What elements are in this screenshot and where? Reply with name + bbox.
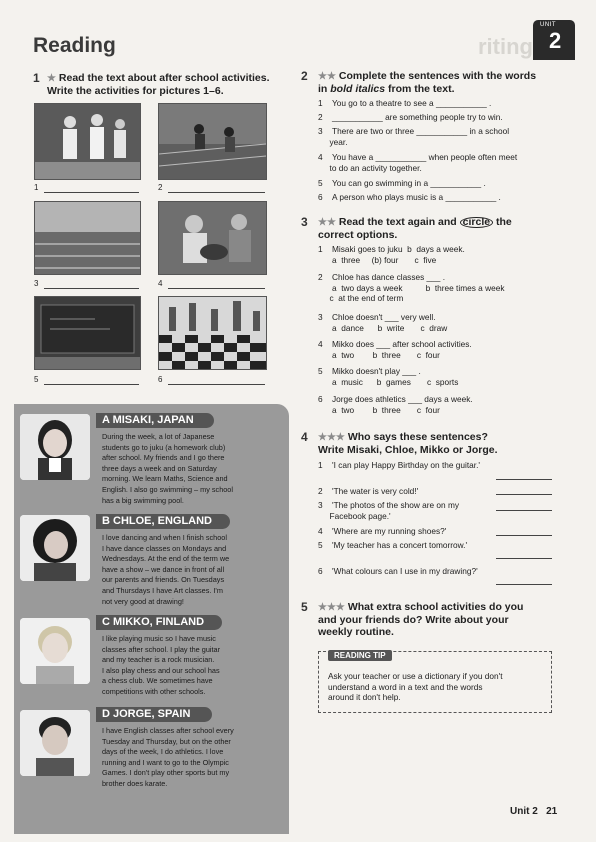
ex4-answer-2[interactable] [496, 494, 552, 495]
persona-text-jorge: I have English classes after school every Tuesday and Thursday, but on the other days of the week, I do athletics. I love running and I want to go to the Olympic Games. I don't play other sports but my brother does karate. [102, 726, 234, 788]
ex3-heading [318, 216, 512, 241]
ex4-item-4 [318, 526, 446, 537]
boy-portrait-icon [20, 710, 90, 776]
ex3-item-num: 2 [318, 272, 323, 282]
ex2-item-3[interactable] [318, 126, 509, 147]
ex2-item-text: You can go swimming in a ___________ . [332, 178, 486, 188]
ex5-heading [318, 601, 523, 638]
photo-5-classroom [34, 296, 141, 370]
ex4-item-text: 'My teacher has a concert tomorrow.' [332, 540, 468, 550]
ex4-item-num: 6 [318, 566, 323, 576]
ghost-title: riting [478, 34, 533, 59]
ex2-item-text: ___________ are something people try to win. [332, 112, 503, 122]
karate-figures-icon [35, 104, 140, 179]
chessboard-icon [159, 297, 266, 369]
ex2-line2b: bold italics [330, 83, 386, 95]
guitar-lesson-icon [159, 202, 266, 274]
ex3-item-num: 1 [318, 244, 323, 254]
ex4-item-6 [318, 566, 478, 577]
pic-number-3: 3 [34, 279, 39, 288]
pic-number-5: 5 [34, 375, 39, 384]
ex1-line1: Read the text about after school activities. [58, 72, 270, 84]
ex4-item-1 [318, 460, 480, 471]
answer-line-1[interactable] [44, 192, 139, 193]
ex4-item-text: 'I can play Happy Birthday on the guitar.' [332, 460, 480, 470]
ex2-item-num: 1 [318, 98, 323, 108]
ex3-item-q: Mikko does ___ after school activities. [332, 339, 472, 349]
ex4-item-text: 'What colours can I use in my drawing?' [332, 566, 478, 576]
ex2-item-6[interactable] [318, 192, 501, 203]
ex3-item-num: 3 [318, 312, 323, 322]
ex4-answer-1[interactable] [496, 479, 552, 480]
ex3-line2: correct options. [318, 229, 398, 241]
ex5-line3: weekly routine. [318, 626, 394, 638]
ex4-item-num: 1 [318, 460, 323, 470]
ex4-line1: Who says these sentences? [347, 431, 488, 443]
boy-portrait-icon [20, 618, 90, 684]
ex3-item-q: Mikko doesn't play ___ . [332, 366, 421, 376]
ex3-line1b: the [493, 216, 512, 228]
persona-banner-mikko: C MIKKO, FINLAND [96, 615, 222, 630]
ex2-item-text: There are two or three ___________ in a school year. [329, 126, 510, 147]
ex2-item-2[interactable] [318, 112, 503, 123]
ex4-item-num: 5 [318, 540, 323, 550]
persona-text-chloe: I love dancing and when I finish school I have dance classes on Mondays and Wednesdays. At the end of the term we have a show – we dance in front of all our parents and friends. On Tuesdays and Thursdays I have Art classes. I'm not very good at drawing! [102, 533, 230, 606]
ex3-item-4[interactable] [318, 339, 472, 360]
ex4-answer-3[interactable] [496, 510, 552, 511]
runners-icon [159, 104, 266, 179]
ex4-stars: ★★★ [318, 432, 345, 443]
ex1-number: 1 [33, 71, 40, 85]
ex3-stars: ★★ [318, 217, 336, 228]
ex1-heading [47, 72, 270, 97]
ex4-answer-5[interactable] [496, 558, 552, 559]
ex2-item-num: 6 [318, 192, 323, 202]
photo-1-karate [34, 103, 141, 180]
unit-badge-number: 2 [549, 28, 562, 53]
ex2-number: 2 [301, 69, 308, 83]
ex3-item-opts: a two b three c four [332, 404, 440, 415]
ex3-line1a: Read the text again and [338, 216, 460, 228]
persona-text-mikko: I like playing music so I have music classes after school. I play the guitar and my teacher is a rock musician. I also play chess and our school has a chess club. We sometimes have competitions with other schools. [102, 634, 221, 696]
ex5-line1: What extra school activities do you [347, 601, 524, 613]
pic-number-4: 4 [158, 279, 163, 288]
ex2-item-num: 5 [318, 178, 323, 188]
page-title: Reading [33, 34, 116, 57]
ex2-line2c: from the text. [385, 83, 455, 95]
ex4-item-text: 'The photos of the show are on my Facebook page.' [329, 500, 460, 521]
ex2-item-num: 2 [318, 112, 323, 122]
unit-badge-label: UNIT [540, 22, 556, 28]
ex3-item-opts: a music b games c sports [332, 376, 459, 387]
circle-word: circle [460, 217, 493, 228]
reading-tip-label: READING TIP [328, 650, 392, 661]
ex4-item-num: 2 [318, 486, 323, 496]
pic-number-2: 2 [158, 183, 163, 192]
unit-badge [533, 20, 575, 60]
swimming-pool-icon [35, 202, 140, 274]
ex4-item-text: 'Where are my running shoes?' [332, 526, 447, 536]
photo-2-athletics [158, 103, 267, 180]
ex4-number: 4 [301, 430, 308, 444]
blackboard-icon [35, 297, 140, 369]
ex3-item-5[interactable] [318, 366, 458, 387]
misaki-photo [20, 414, 90, 480]
ex3-item-3[interactable] [318, 312, 447, 333]
ex2-item-text: You go to a theatre to see a ___________ . [332, 98, 492, 108]
ex4-answer-4[interactable] [496, 535, 552, 536]
persona-banner-misaki: A MISAKI, JAPAN [96, 413, 214, 428]
ex4-item-3 [318, 500, 459, 521]
ex3-item-num: 6 [318, 394, 323, 404]
answer-line-3[interactable] [44, 288, 139, 289]
persona-text-misaki: During the week, a lot of Japanese students go to juku (a homework club) after school. My friends and I go there three days a week and on Saturday morning. We learn Maths, Science and English. I also go swimming – my school has a big swimming pool. [102, 432, 233, 505]
answer-line-5[interactable] [44, 384, 139, 385]
answer-line-4[interactable] [168, 288, 265, 289]
ex2-line1: Complete the sentences with the words [338, 70, 537, 82]
ex3-item-opts: a three (b) four c five [332, 254, 437, 265]
ex4-answer-6[interactable] [496, 584, 552, 585]
ex4-line2: Write Misaki, Chloe, Mikko or Jorge. [318, 444, 498, 456]
ex2-item-4[interactable] [318, 152, 517, 173]
ex1-stars: ★ [47, 73, 56, 84]
answer-line-2[interactable] [168, 192, 265, 193]
footer-page-number: 21 [546, 806, 558, 817]
ex3-item-1[interactable] [318, 244, 465, 265]
ex3-item-num: 4 [318, 339, 323, 349]
jorge-photo [20, 710, 90, 776]
reading-tip-text: Ask your teacher or use a dictionary if you don't understand a word in a text and the words around it don't help. [328, 671, 503, 702]
ex2-stars: ★★ [318, 71, 336, 82]
ex2-line2a: in [318, 83, 331, 95]
ex4-item-text: 'The water is very cold!' [332, 486, 419, 496]
photo-3-swimming [34, 201, 141, 275]
ex3-item-opts: a two b three c four [332, 349, 440, 360]
ex2-item-num: 3 [318, 126, 323, 136]
page-footer [510, 806, 557, 817]
ex3-item-q: Jorge does athletics ___ days a week. [332, 394, 473, 404]
ex5-number: 5 [301, 600, 308, 614]
ex4-item-5 [318, 540, 467, 551]
persona-banner-chloe: B CHLOE, ENGLAND [96, 514, 230, 529]
ex3-item-q: Chloe doesn't ___ very well. [332, 312, 436, 322]
ex2-item-1[interactable] [318, 98, 491, 109]
girl-portrait-icon [20, 515, 90, 581]
ex2-item-5[interactable] [318, 178, 486, 189]
ex3-item-opts: a two days a week b three times a week c at the end of term [329, 282, 505, 303]
footer-unit: Unit 2 [510, 806, 538, 817]
ex3-item-num: 5 [318, 366, 323, 376]
ex4-item-num: 4 [318, 526, 323, 536]
persona-banner-jorge: D JORGE, SPAIN [96, 707, 212, 722]
ex3-item-6[interactable] [318, 394, 473, 415]
pic-number-6: 6 [158, 375, 163, 384]
answer-line-6[interactable] [168, 384, 265, 385]
photo-6-chess [158, 296, 267, 370]
ex3-item-q: Chloe has dance classes ___ . [332, 272, 446, 282]
mikko-photo [20, 618, 90, 684]
ex2-item-num: 4 [318, 152, 323, 162]
ex4-heading [318, 431, 498, 456]
ex3-number: 3 [301, 215, 308, 229]
ex4-item-2 [318, 486, 418, 497]
pic-number-1: 1 [34, 183, 39, 192]
ex5-stars: ★★★ [318, 602, 345, 613]
ex3-item-opts: a dance b write c draw [332, 322, 448, 333]
ex5-line2: and your friends do? Write about your [318, 614, 509, 626]
ex4-item-num: 3 [318, 500, 323, 510]
ex2-heading [318, 70, 536, 95]
ex3-item-2[interactable] [318, 272, 504, 304]
photo-4-guitar [158, 201, 267, 275]
ex2-item-text: You have a ___________ when people often meet to do an activity together. [329, 152, 518, 173]
girl-portrait-icon [20, 414, 90, 480]
ex3-item-q: Misaki goes to juku b days a week. [332, 244, 465, 254]
ex1-line2: Write the activities for pictures 1–6. [47, 85, 224, 97]
chloe-photo [20, 515, 90, 581]
ex2-item-text: A person who plays music is a ___________ . [332, 192, 501, 202]
